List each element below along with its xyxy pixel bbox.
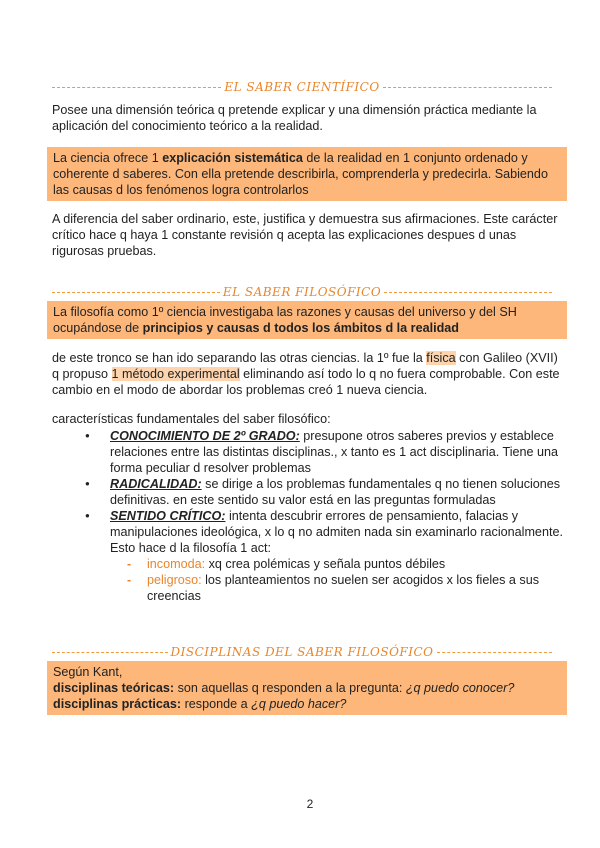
text: La ciencia ofrece 1	[53, 151, 163, 165]
highlight-text: física	[426, 351, 456, 365]
bold-text: disciplinas teóricas:	[53, 681, 175, 695]
highlight-text: 1 método experimental	[111, 367, 240, 381]
sub-term: peligroso:	[147, 573, 202, 587]
paragraph: A diferencia del saber ordinario, este, justifica y demuestra sus afirmaciones. Este carácter crítico hace q haya 1 constante revisión q acepta las explicaciones despues d unas rigurosas pruebas.	[52, 212, 558, 258]
text-line	[53, 680, 561, 696]
bold-text: principios y causas d todos los ámbitos d la realidad	[142, 321, 459, 335]
term: SENTIDO CRÍTICO:	[110, 509, 226, 523]
text: intenta descubrir errores de pensamiento, falacias y manipulaciones ideológica, x lo q no admiten nada sin examinarlo racionalmente. Esto hace d la filosofía 1 act:	[110, 509, 563, 555]
highlight-box	[47, 301, 567, 339]
list-item	[85, 428, 565, 476]
text: presupone otros saberes previos y establece relaciones entre las distintas disciplinas., x tanto es 1 act disciplinaria. Tiene una forma peculiar d resolver problemas	[110, 429, 559, 475]
sub-term: incomoda:	[147, 557, 206, 571]
dashed-rule	[384, 292, 552, 293]
dashed-rule	[52, 652, 168, 653]
list-item	[85, 476, 565, 508]
section-title: EL SABER CIENTÍFICO	[224, 80, 380, 94]
paragraph: Posee una dimensión teórica q pretende explicar y una dimensión práctica mediante la aplicación del conocimiento teórico a la realidad.	[52, 103, 537, 133]
highlight-box	[47, 147, 567, 201]
sub-list-item	[127, 556, 565, 572]
text: responde a	[181, 697, 252, 711]
text: La filosofía como 1º ciencia investigaba las razones y causas del universo y del SH ocupándose de	[53, 305, 517, 335]
text: de este tronco se han ido separando las otras ciencias. la 1º fue la	[52, 351, 427, 365]
bold-text: disciplinas prácticas:	[53, 697, 182, 711]
text: los planteamientos no suelen ser acogidos x los fieles a sus creencias	[147, 573, 540, 603]
italic-text: ¿q puedo conocer?	[405, 681, 515, 695]
text-line	[53, 696, 561, 712]
text: son aquellas q responden a la pregunta:	[174, 681, 406, 695]
sub-list-item	[127, 572, 565, 604]
text: de la realidad en 1 conjunto ordenado y coherente d saberes. Con ella pretende describirla, comprenderla y predecirla. Sabiendo las causas d los fenómenos logra controlarlos	[53, 151, 548, 197]
text: con Galileo (XVII) q propuso	[52, 351, 558, 381]
italic-text: ¿q puedo hacer?	[251, 697, 347, 711]
list-intro: características fundamentales del saber filosófico:	[52, 412, 331, 426]
term: RADICALIDAD:	[110, 477, 202, 491]
heading-disciplinas	[52, 645, 552, 659]
highlight-box	[47, 661, 567, 715]
list-item	[85, 508, 565, 604]
section-title: EL SABER FILOSÓFICO	[222, 285, 382, 299]
bold-text: explicación sistemática	[162, 151, 303, 165]
dashed-rule	[52, 292, 220, 293]
sub-list	[110, 556, 565, 604]
heading-saber-filosofico	[52, 285, 552, 299]
dashed-rule	[52, 87, 221, 88]
text: eliminando así todo lo q no fuera comprobable. Con este cambio en el modo de abordar los problemas creó 1 nueva ciencia.	[52, 367, 560, 397]
section-title: DISCIPLINAS DEL SABER FILOSÓFICO	[170, 645, 434, 659]
text: se dirige a los problemas fundamentales q no tienen soluciones definitivas. en este sentido su valor está en las preguntas formuladas	[110, 477, 561, 507]
heading-saber-cientifico	[52, 80, 552, 94]
text: xq crea polémicas y señala puntos débiles	[205, 557, 446, 571]
dashed-rule	[383, 87, 552, 88]
term: CONOCIMIENTO DE 2º GRADO:	[110, 429, 300, 443]
paragraph	[52, 350, 562, 398]
dashed-rule	[437, 652, 553, 653]
page-number: 2	[306, 797, 314, 811]
characteristics-list	[85, 428, 565, 604]
text-line: Según Kant,	[53, 665, 123, 679]
